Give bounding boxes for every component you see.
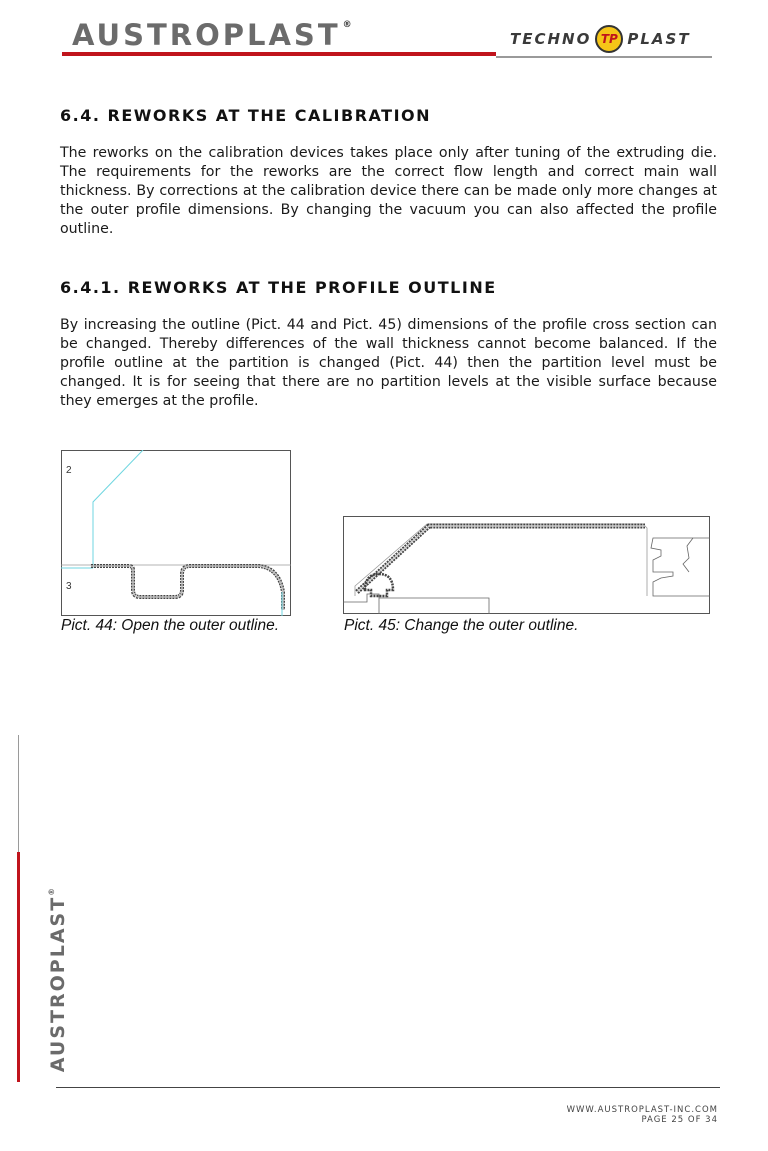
section-paragraph-6-4-1: By increasing the outline (Pict. 44 and Pict. 45) dimensions of the profile cross section can be changed. Thereby differences of the wall thickness cannot become balanced. If the profile outline at the partition is changed (Pict. 44) then the partition level must be changed. It is for seeing that there are no partition levels at the visible surface because they emerges at the profile. [60,317,717,409]
figure-44-caption: Pict. 44: Open the outer outline. [61,617,279,634]
figure-44-label-3: 3 [66,581,72,592]
registered-mark: ® [342,20,355,30]
section-heading-6-4-1: 6.4.1. REWORKS AT THE PROFILE OUTLINE [60,278,497,297]
figure-45-caption: Pict. 45: Change the outer outline. [344,617,579,634]
side-divider [18,735,19,855]
side-brand-name: AUSTROPLAST [47,895,69,1073]
figure-45 [343,516,710,616]
footer-website: WWW.AUSTROPLAST-INC.COM [566,1105,718,1115]
technoplast-left: TECHNO [510,30,592,48]
technoplast-right: PLAST [627,30,691,48]
side-red-bar [17,852,20,1082]
tp-badge-icon: TP [595,25,623,53]
brand-underline [62,52,496,56]
footer-divider [56,1087,720,1088]
section-heading-6-4: 6.4. REWORKS AT THE CALIBRATION [60,106,432,125]
section-paragraph-6-4: The reworks on the calibration devices takes place only after tuning of the extruding die. The requirements for the reworks are the correct flow length and correct main wall thickness. By corrections at the calibration device there can be made only more changes at the outer profile dimensions. By changing the vacuum you can also affected the profile outline. [60,145,717,237]
header-divider [496,56,712,58]
brand-name: AUSTROPLAST [72,18,341,52]
side-registered-mark: ® [47,885,56,896]
figure-44 [61,450,291,616]
technoplast-logo [510,24,691,54]
change-outline-diagram [343,516,710,616]
brand-logo [72,18,355,52]
side-brand-logo [47,869,69,1089]
footer-page-number: PAGE 25 OF 34 [641,1115,718,1125]
open-outline-diagram [61,450,291,616]
figure-44-label-2: 2 [66,465,72,476]
